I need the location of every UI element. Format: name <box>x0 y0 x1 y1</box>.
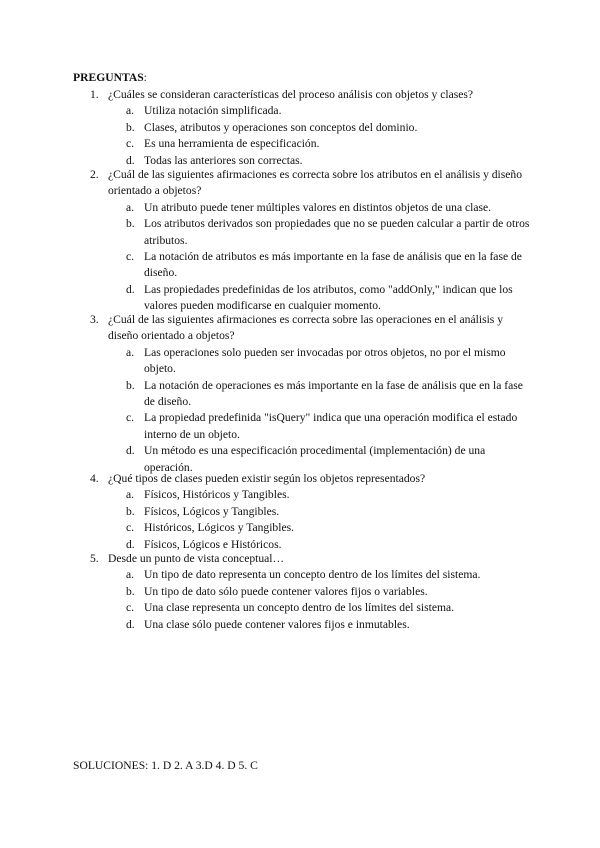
question-number: 3. <box>90 313 99 326</box>
option-letter: c. <box>126 250 135 264</box>
option-letter: b. <box>126 217 135 231</box>
option-text: Utiliza notación simplificada. <box>144 104 282 118</box>
option-letter: d. <box>126 537 135 551</box>
option-text: Físicos, Lógicos e Históricos. <box>144 537 282 551</box>
option <box>90 136 530 152</box>
question-3 <box>90 312 530 476</box>
option-text: La notación de atributos es más importante en la fase de análisis que en la fase de diseño. <box>144 250 522 280</box>
option-text: Los atributos derivados son propiedades que no se pueden calcular a partir de otros atributos. <box>144 217 530 247</box>
option-letter: d. <box>126 617 135 631</box>
option-letter: a. <box>126 568 135 582</box>
option <box>90 103 530 119</box>
option <box>90 345 530 378</box>
option-letter: d. <box>126 444 135 458</box>
option <box>90 282 530 315</box>
option-text: Todas las anteriores son correctas. <box>144 153 303 167</box>
question-number: 4. <box>90 472 99 485</box>
option <box>90 520 530 536</box>
option <box>90 216 530 249</box>
option-text: Físicos, Históricos y Tangibles. <box>144 488 290 502</box>
option-text: La propiedad predefinida "isQuery" indica que una operación modifica el estado interno de un objeto. <box>144 411 518 441</box>
option <box>90 410 530 443</box>
heading-label: PREGUNTAS <box>73 71 144 84</box>
option-text: Un tipo de dato sólo puede contener valores fijos o variables. <box>144 584 428 598</box>
option <box>90 487 530 503</box>
option <box>90 378 530 411</box>
option-letter: a. <box>126 104 135 118</box>
question-number: 1. <box>90 88 99 101</box>
option-letter: a. <box>126 488 135 502</box>
option <box>90 584 530 600</box>
option-letter: a. <box>126 200 135 214</box>
solutions-line: SOLUCIONES: 1. D 2. A 3.D 4. D 5. C <box>73 759 258 772</box>
option-letter: d. <box>126 282 135 296</box>
question-4 <box>90 471 530 553</box>
option-text: Las propiedades predefinidas de los atributos, como "addOnly," indican que los valores pueden modificarse en cualquier momento. <box>144 282 513 313</box>
option-text: Históricos, Lógicos y Tangibles. <box>144 521 294 535</box>
option-letter: d. <box>126 153 135 167</box>
option-letter: c. <box>126 411 135 425</box>
page-heading <box>73 71 147 84</box>
option-text: Una clase sólo puede contener valores fijos e inmutables. <box>144 617 410 631</box>
option-letter: b. <box>126 504 135 518</box>
option-letter: b. <box>126 378 135 392</box>
question-text: ¿Cuáles se consideran características del proceso análisis con objetos y clases? <box>108 88 474 101</box>
question-5 <box>90 551 530 633</box>
option-text: Un tipo de dato representa un concepto dentro de los límites del sistema. <box>144 568 481 582</box>
option <box>90 120 530 136</box>
option-letter: b. <box>126 584 135 598</box>
question-2 <box>90 167 530 315</box>
option <box>90 617 530 633</box>
heading-colon: : <box>143 71 147 84</box>
option <box>90 600 530 616</box>
option-text: Una clase representa un concepto dentro de los límites del sistema. <box>144 601 455 615</box>
question-text: ¿Cuál de las siguientes afirmaciones es correcta sobre las operaciones en el análisis y diseño orientado a objetos? <box>108 313 504 343</box>
question-text: ¿Qué tipos de clases pueden existir según los objetos representados? <box>108 472 426 485</box>
question-number: 2. <box>90 168 99 181</box>
option-text: Físicos, Lógicos y Tangibles. <box>144 504 280 518</box>
question-number: 5. <box>90 552 99 565</box>
question-text: Desde un punto de vista conceptual… <box>108 552 285 565</box>
option <box>90 504 530 520</box>
option <box>90 567 530 583</box>
option-text: Clases, atributos y operaciones son conceptos del dominio. <box>144 120 418 134</box>
option-letter: b. <box>126 120 135 134</box>
option-letter: a. <box>126 345 135 359</box>
option-letter: c. <box>126 137 135 151</box>
option <box>90 249 530 282</box>
option-letter: c. <box>126 521 135 535</box>
option <box>90 200 530 216</box>
option-letter: c. <box>126 601 135 615</box>
option-text: Es una herramienta de especificación. <box>144 137 320 151</box>
option-text: La notación de operaciones es más importante en la fase de análisis que en la fase de diseño. <box>144 378 523 409</box>
question-1 <box>90 87 530 169</box>
option-text: Las operaciones solo pueden ser invocadas por otros objetos, no por el mismo objeto. <box>144 345 506 376</box>
option-text: Un atributo puede tener múltiples valores en distintos objetos de una clase. <box>144 200 492 214</box>
question-text: ¿Cuál de las siguientes afirmaciones es correcta sobre los atributos en el análisis y diseño orientado a objetos? <box>108 168 523 198</box>
option-text: Un método es una especificación procedimental (implementación) de una operación. <box>144 444 486 474</box>
